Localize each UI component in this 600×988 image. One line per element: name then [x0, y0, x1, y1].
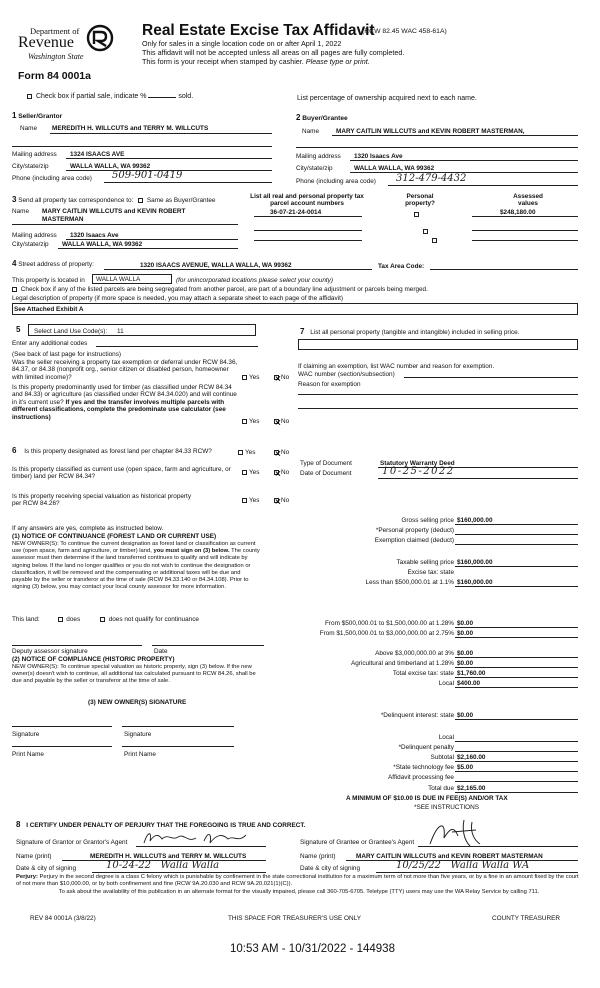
form-number: Form 84 0001a [18, 70, 91, 82]
tier4-line [455, 657, 578, 658]
doc-date-line [378, 478, 578, 479]
personal-property-list-label: List all personal property (tangible and intangible) included in selling price. [310, 329, 520, 336]
tax-area-line [430, 269, 578, 270]
segregated-checkbox[interactable] [12, 287, 17, 292]
personal-header [392, 193, 448, 207]
rev-number: REV 84 0001A (3/8/22) [30, 915, 96, 922]
partial-sold-label: sold. [178, 93, 194, 100]
deputy-sig-line [12, 645, 142, 646]
corr-city-label: City/state/zip [12, 241, 49, 248]
taxable-label: Taxable selling price [396, 559, 454, 566]
treasurer-space-label: THIS SPACE FOR TREASURER'S USE ONLY [228, 915, 361, 922]
buyer-name-line [332, 135, 578, 136]
historic-yes-checkbox[interactable] [242, 498, 247, 503]
owner-print-label-1: Print Name [12, 751, 44, 758]
agri-line [455, 667, 578, 668]
forest-yes-label: Yes [245, 449, 256, 456]
personal-header-line1: Personal [406, 193, 434, 200]
grantor-date-city-field[interactable]: 10-24-22 Walla Walla [106, 860, 220, 871]
section4-number: 4 [12, 259, 17, 268]
parcel-header [246, 193, 368, 207]
personal-deduct-line [455, 534, 578, 535]
assessed-header-line2: values [518, 200, 538, 208]
grantee-name-label: Name (print) [300, 853, 336, 860]
header-sub3-italic: Please type or print. [305, 57, 370, 66]
county-treasurer-label: COUNTY TREASURER [492, 915, 560, 922]
assessed-header-line1: Assessed [513, 193, 543, 200]
grantor-date-city-label: Date & city of signing [16, 865, 77, 872]
land-use-select[interactable] [28, 324, 256, 336]
section5-number: 5 [16, 325, 21, 334]
buyer-name-field[interactable]: MARY CAITLIN WILLCUTS and KEVIN ROBERT MASTERMAN, [336, 128, 525, 135]
buyer-phone-field[interactable]: 312-479-4432 [396, 173, 467, 184]
tech-fee-field[interactable]: $5.00 [457, 764, 473, 771]
delinquent-state-label: *Delinquent interest: state [380, 712, 454, 719]
tier3-label: From $1,500,000.01 to $3,000,000.00 at 2.75% [319, 630, 454, 637]
historic-question: Is this property receiving special valuation as historical property per RCW 84.26? [12, 493, 192, 508]
tier4-field[interactable]: $0.00 [457, 650, 473, 657]
does-not-qualify-checkbox[interactable] [100, 617, 105, 622]
tier2-label: From $500,000.01 to $1,500,000.00 at 1.28% [325, 620, 454, 627]
additional-codes-label: Enter any additional codes [12, 340, 88, 347]
doc-type-label: Type of Document [300, 460, 352, 467]
seller-mailing-field[interactable]: 1324 ISAACS AVE [70, 151, 125, 158]
total-state-label: Total excise tax: state [392, 670, 454, 677]
current-use-yes[interactable] [242, 469, 259, 476]
dor-logo [16, 22, 126, 66]
grantor-date-city-line [92, 872, 266, 873]
tier1-label: Less than $500,000.01 at 1.1% [365, 579, 454, 586]
affidavit-fee-label: Affidavit processing fee [388, 774, 454, 781]
seller-city-label: City/state/zip [12, 163, 49, 170]
seller-city-field[interactable]: WALLA WALLA, WA 99362 [70, 163, 151, 170]
owner-sig-label-1: Signature [12, 731, 40, 738]
exemption-no[interactable] [274, 374, 289, 381]
affidavit-fee-line [455, 781, 578, 782]
grantee-sig-line [418, 846, 578, 847]
ada-notice: To ask about the availability of this publication in an alternate format for the visually impaired, please call 360-705-6705. Teletype (TTY) users may use the WA Relay Service by calling 711. [58, 889, 540, 895]
buyer-section-number: 2 [296, 113, 301, 122]
header-sub1: Only for sales in a single location code on or after April 1, 2022 [142, 39, 342, 48]
buyer-phone-label: Phone (including area code) [296, 178, 376, 185]
see-instructions-note: *SEE INSTRUCTIONS [414, 804, 479, 811]
tier2-line [455, 627, 578, 628]
subtotal-field[interactable]: $2,160.00 [457, 754, 486, 761]
does-not-qualify-label: does not qualify for continuance [108, 616, 199, 623]
parcel-header-line1: List all real and personal property tax [250, 193, 364, 200]
tech-fee-label: *State technology fee [393, 764, 454, 771]
notice1-text-bold: you must sign on (3) below. [153, 548, 230, 555]
current-use-yes-label: Yes [249, 469, 260, 476]
same-as-buyer-label: Same as Buyer/Grantee [146, 197, 216, 204]
historic-no-label: No [281, 497, 290, 504]
page-title: Real Estate Excise Tax Affidavit [142, 22, 375, 39]
parcel-number-field[interactable]: 36-07-21-24-0014 [270, 209, 322, 216]
grantor-signature[interactable] [138, 829, 256, 847]
notice1-text [12, 541, 262, 591]
local-tax-field[interactable]: $400.00 [457, 680, 481, 687]
buyer-heading-label: Buyer/Grantee [302, 115, 348, 122]
header-sub3 [142, 57, 370, 66]
same-as-buyer-checkbox[interactable] [138, 198, 143, 203]
buyer-phone-line [388, 185, 578, 186]
subtotal-label: Subtotal [430, 754, 454, 761]
timber-yes[interactable] [242, 418, 259, 425]
assessed-line-1 [472, 216, 578, 217]
corr-city-line [58, 248, 238, 249]
minimum-due-note: A MINIMUM OF $10.00 IS DUE IN FEE(S) AND/OR TAX [346, 795, 508, 802]
delinquent-state-line [455, 719, 578, 720]
total-due-line [455, 792, 578, 793]
partial-sale-label: Check box if partial sale, indicate % [35, 93, 147, 100]
assessed-value-field[interactable]: $248,180.00 [500, 209, 536, 216]
assessed-line-3 [472, 240, 578, 241]
timber-no-label: No [281, 418, 290, 425]
owner-print-line-2 [122, 746, 234, 747]
buyer-city-field[interactable]: WALLA WALLA, WA 99362 [354, 165, 435, 172]
historic-no[interactable] [274, 497, 289, 504]
header-sub3-text: This form is your receipt when stamped by cashier. [142, 57, 304, 66]
exemption-question: Was the seller receiving a property tax exemption or deferral under RCW 84.36, 84.37, or 84.38 (nonprofit org., senior citizen or disabled person, homeowner with limited income)? [12, 359, 238, 381]
section7-number: 7 [300, 327, 305, 336]
owner-sig-line-2 [122, 726, 234, 727]
buyer-mailing-label: Mailing address [296, 153, 341, 160]
historic-yes[interactable] [242, 497, 259, 504]
total-due-label: Total due [428, 785, 454, 792]
notice2-title: (2) NOTICE OF COMPLIANCE (HISTORIC PROPERTY) [12, 656, 175, 663]
buyer-city-label: City/state/zip [296, 165, 333, 172]
exemption-no-checkbox[interactable] [274, 375, 279, 380]
parcel-line-1 [254, 216, 362, 217]
owner-print-line-1 [12, 746, 112, 747]
owner-sig-label-2: Signature [124, 731, 152, 738]
forest-no-label: No [281, 449, 290, 456]
seller-name-line [50, 133, 272, 134]
grantee-date-city-line [376, 872, 578, 873]
taxable-field[interactable]: $160,000.00 [457, 559, 493, 566]
seller-heading-label: Seller/Grantor [18, 113, 63, 120]
perjury-notice [16, 874, 582, 888]
penalty-label: *Delinquent penalty [398, 744, 454, 751]
agri-field[interactable]: $0.00 [457, 660, 473, 667]
gross-line [455, 524, 578, 525]
rcw-citation: (RCW 82.45 WAC 458-61A) [362, 28, 447, 35]
seller-section-number: 1 [12, 111, 17, 120]
legal-description-field[interactable] [12, 303, 578, 315]
parcel-header-line2: parcel account numbers [270, 200, 344, 208]
notice1-text-b: The county assessor must then determine if the land transferred continues to qualify and will indicate by signing below. If the land no longer qualifies or you do not wish to continue the designation or classification, it will be removed and the compensating or additional taxes will be due and payable by the seller or transferor at the time of sale (RCW 84.33.140 or 84.34.108). Prior to signing (3) below, you may contact your local county assessor for more information. [12, 548, 260, 591]
exemption-deduct-label: Exemption claimed (deduct) [374, 537, 454, 544]
claim-exemption-label: If claiming an exemption, list WAC number and reason for exemption. [298, 363, 495, 370]
grantee-name-field[interactable]: MARY CAITLIN WILLCUTS and KEVIN ROBERT MASTERMAN [356, 853, 543, 860]
located-label: This property is located in [12, 277, 85, 284]
certify-statement: I CERTIFY UNDER PENALTY OF PERJURY THAT THE FOREGOING IS TRUE AND CORRECT. [26, 822, 306, 829]
corr-city-field[interactable]: WALLA WALLA, WA 99362 [62, 241, 143, 248]
does-qualify-checkbox[interactable] [58, 617, 63, 622]
logo-dept-line2: Revenue [18, 34, 74, 51]
recording-stamp: 10:53 AM - 10/31/2022 - 144938 [230, 943, 395, 955]
delinquent-local-line [455, 741, 578, 742]
current-use-no-checkbox[interactable] [274, 470, 279, 475]
corr-name-label: Name [12, 208, 30, 215]
timber-question-text: Is this property predominantly used for timber (as classified under RCW 84.34 and 84.33) or agriculture (as classified under RCW 84.34.020) and will continue in it's current use? [12, 384, 237, 406]
timber-no-checkbox[interactable] [274, 419, 279, 424]
total-due-field[interactable]: $2,165.00 [457, 785, 486, 792]
legal-label: Legal description of property (if more space is needed, you may attach a separate sheet to each page of the affidavit) [12, 295, 343, 302]
doc-date-label: Date of Document [300, 470, 352, 477]
street-row [12, 259, 94, 268]
personal-header-line2: property? [405, 200, 435, 208]
current-use-yes-checkbox[interactable] [242, 470, 247, 475]
personal-property-checkbox-1[interactable] [414, 212, 419, 217]
section3-number: 3 [12, 195, 17, 204]
tier1-line [455, 586, 578, 587]
parcel-line-2 [254, 230, 362, 231]
additional-codes-line [96, 346, 258, 347]
personal-property-checkbox-3[interactable] [432, 238, 437, 243]
seller-name-label: Name [20, 125, 38, 132]
reason-label: Reason for exemption [298, 381, 361, 388]
wac-label: WAC number (section/subsection) [298, 371, 395, 378]
local-tax-line [455, 687, 578, 688]
forest-no-checkbox[interactable] [274, 450, 279, 455]
delinquent-local-label: Local [438, 734, 454, 741]
located-note: (for unincorporated locations please select your county) [176, 277, 334, 284]
personal-property-list-field[interactable] [298, 339, 578, 350]
exemption-yes[interactable] [242, 374, 259, 381]
tier3-field[interactable]: $0.00 [457, 630, 473, 637]
correspondence-label: Send all property tax correspondence to: [18, 197, 134, 204]
tax-area-label: Tax Area Code: [378, 263, 425, 270]
excise-state-label: Excise tax: state [407, 569, 454, 576]
seller-phone-field[interactable]: 509-901-0419 [112, 170, 183, 181]
grantor-sig-line [136, 846, 266, 847]
partial-percent-input[interactable] [148, 97, 176, 98]
deputy-date-line [152, 645, 264, 646]
seller-name-line2 [12, 146, 272, 147]
timber-question-bold: If yes and the transfer involves multiple parcels with different classifications, complete the predominate use calculator (see instructions) [12, 398, 226, 421]
reason-line-2 [298, 408, 578, 409]
tier2-field[interactable]: $0.00 [457, 620, 473, 627]
legal-description-value: See Attached Exhibit A [14, 306, 84, 313]
doc-type-field[interactable]: Statutory Warranty Deed [380, 460, 455, 467]
doc-date-field[interactable]: 10-25-2022 [382, 466, 455, 477]
reason-line-1 [298, 394, 578, 395]
grantor-name-label: Name (print) [16, 853, 52, 860]
ownership-note: List percentage of ownership acquired next to each name. [297, 95, 477, 102]
section6-number: 6 [12, 446, 17, 455]
seller-name-field[interactable]: MEREDITH H. WILLCUTS and TERRY M. WILLCUTS [52, 125, 209, 132]
forest-question: Is this property designated as forest land per chapter 84.33 RCW? [24, 448, 212, 455]
exemption-yes-checkbox[interactable] [242, 375, 247, 380]
seller-phone-label: Phone (including area code) [12, 175, 92, 182]
dor-emblem-icon [86, 24, 114, 52]
historic-no-checkbox[interactable] [274, 498, 279, 503]
street-label: Street address of property: [18, 261, 94, 268]
seller-mailing-line [66, 158, 272, 159]
corr-mailing-label: Mailing address [12, 232, 57, 239]
does-qualify-label: does [66, 616, 81, 623]
timber-question [12, 384, 240, 421]
see-back-label: (See back of last page for instructions) [12, 351, 122, 358]
logo-dept-line1: Department of [30, 26, 80, 36]
grantee-sig-label: Signature of Grantee or Grantee's Agent [300, 839, 415, 846]
seller-heading [12, 111, 62, 120]
logo-dept-line3: Washington State [28, 52, 84, 61]
land-use-label: Select Land Use Code(s): [34, 327, 108, 335]
grantee-signature[interactable] [424, 818, 486, 848]
perjury-bold: Perjury: [16, 874, 38, 880]
assessed-line-2 [472, 230, 578, 231]
correspondence-row [12, 195, 215, 204]
owner-print-label-2: Print Name [124, 751, 156, 758]
land-use-value: 11 [117, 327, 124, 335]
taxable-line [455, 566, 578, 567]
partial-sale-checkbox[interactable] [27, 94, 32, 99]
street-field[interactable]: 1320 ISAACS AVENUE, WALLA WALLA, WA 99362 [140, 262, 292, 269]
buyer-name-line2 [296, 147, 578, 148]
grantor-name-field[interactable]: MEREDITH H. WILLCUTS and TERRY M. WILLCUTS [90, 853, 247, 860]
forest-row [12, 446, 212, 455]
personal-property-checkbox-2[interactable] [423, 229, 428, 234]
tier1-field[interactable]: $160,000.00 [457, 579, 493, 586]
located-select[interactable] [92, 274, 172, 284]
current-use-question: Is this property classified as current use (open space, farm and agriculture, or timber) land per RCW 84.34? [12, 466, 231, 481]
buyer-heading [296, 113, 348, 122]
exemption-yes-label: Yes [249, 374, 260, 381]
corr-name-field-2[interactable]: MASTERMAN [42, 216, 84, 223]
grantee-date-city-label: Date & city of signing [300, 865, 361, 872]
this-land-label: This land: [12, 616, 40, 623]
this-land-row [12, 616, 199, 623]
street-line [104, 269, 372, 270]
grantor-sig-label: Signature of Grantor or Grantor's Agent [16, 839, 128, 846]
personal-deduct-label: *Personal property (deduct) [375, 527, 454, 534]
owner-sig-line-1 [12, 726, 112, 727]
forest-no[interactable] [274, 449, 289, 456]
penalty-line [455, 751, 578, 752]
header-sub2: This affidavit will not be accepted unless all areas on all pages are fully completed. [142, 48, 405, 57]
subtotal-line [455, 761, 578, 762]
agri-label: Agricultural and timberland at 1.28% [350, 660, 454, 667]
timber-no[interactable] [274, 418, 289, 425]
local-tax-label: Local [438, 680, 454, 687]
notice1-title: (1) NOTICE OF CONTINUANCE (FOREST LAND OR CURRENT USE) [12, 533, 217, 540]
notice1-text-a: NEW OWNER(S): To continue the current designation as forest land or classification as current use (open space, farm and agriculture, or timber) land, [12, 541, 256, 555]
total-state-line [455, 677, 578, 678]
total-state-field[interactable]: $1,760.00 [457, 670, 486, 677]
historic-yes-label: Yes [249, 497, 260, 504]
corr-name-line [12, 224, 238, 225]
perjury-text: Perjury in the second degree is a class C felony which is punishable by confinement in the state correctional institution for a maximum term of not more than five years, or by a fine in an amount fixed by the court of not more than $10,000.00, or by both confinement and fine (RCW 9A.20.030 and RCW 9A.20.021(1)(C)). [16, 874, 579, 887]
wac-line [404, 377, 578, 378]
notice2-text: NEW OWNER(S): To continue special valuation as historic property, sign (3) below. If the new owner(s) doesn't wish to continue, all additional tax calculated pursuant to RCW 84.26, shall be due and payable by the seller or transferor at the time of sale. [12, 664, 256, 685]
buyer-mailing-line [350, 160, 578, 161]
tier3-line [455, 637, 578, 638]
segregated-row [12, 286, 428, 293]
assessed-header [500, 193, 556, 207]
exemption-no-label: No [281, 374, 290, 381]
deputy-sig-label: Deputy assessor signature [12, 648, 88, 655]
section8-number: 8 [16, 820, 21, 829]
grantee-date-city-field[interactable]: 10/25/22 Walla Walla WA [396, 860, 530, 871]
parcel-line-3 [254, 240, 362, 241]
buyer-mailing-field[interactable]: 1320 Isaacs Ave [354, 153, 403, 160]
corr-name-field[interactable]: MARY CAITLIN WILLCUTS and KEVIN ROBERT [42, 208, 186, 215]
current-use-no-label: No [281, 469, 290, 476]
delinquent-state-field[interactable]: $0.00 [457, 712, 473, 719]
corr-mailing-field[interactable]: 1320 Isaacs Ave [70, 232, 119, 239]
forest-yes-checkbox[interactable] [238, 450, 243, 455]
seller-mailing-label: Mailing address [12, 151, 57, 158]
current-use-no[interactable] [274, 469, 289, 476]
notice3-title: (3) NEW OWNER(S) SIGNATURE [88, 699, 187, 706]
exemption-deduct-line [455, 544, 578, 545]
buyer-name-label: Name [302, 128, 320, 135]
corr-mailing-line [66, 239, 238, 240]
timber-yes-checkbox[interactable] [242, 419, 247, 424]
seller-phone-line [104, 182, 272, 183]
tier4-label: Above $3,000,000.00 at 3% [375, 650, 454, 657]
deputy-date-label: Date [154, 648, 168, 655]
segregated-label: Check box if any of the listed parcels are being segregated from another parcel, are part of a boundary line adjustment or parcels being merged. [20, 286, 428, 293]
timber-yes-label: Yes [249, 418, 260, 425]
section7-row [300, 327, 519, 336]
tech-fee-line [455, 771, 578, 772]
forest-yes[interactable] [238, 449, 255, 456]
partial-sale-row [27, 93, 193, 100]
certify-row [16, 820, 305, 829]
located-value: WALLA WALLA [96, 276, 141, 284]
gross-label: Gross selling price [401, 517, 454, 524]
six-instructions: If any answers are yes, complete as instructed below. [12, 525, 164, 532]
gross-field[interactable]: $160,000.00 [457, 517, 493, 524]
